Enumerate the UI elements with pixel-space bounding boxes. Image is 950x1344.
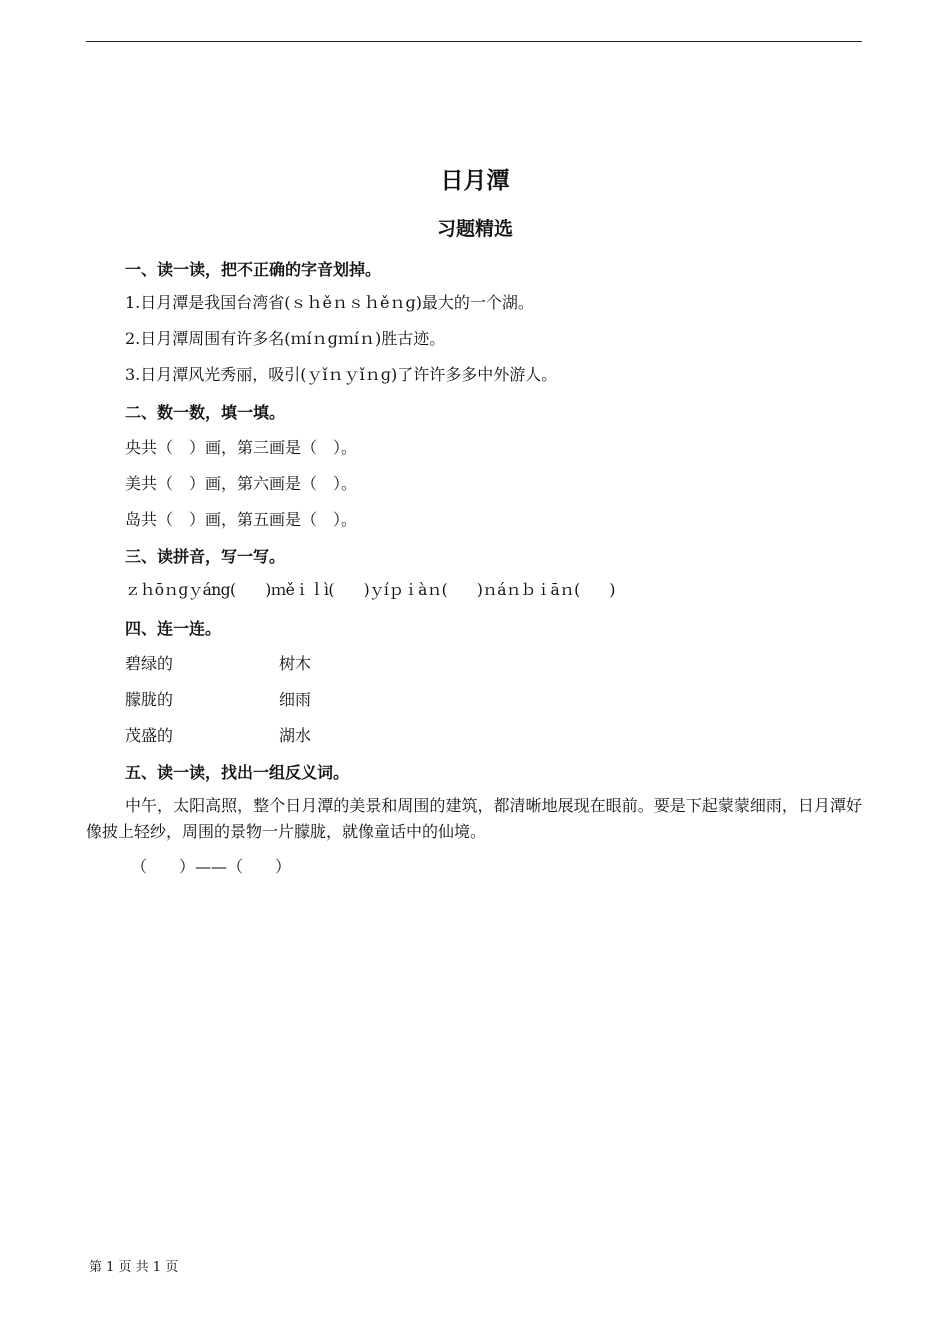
- match-right-2: 细雨: [279, 690, 312, 709]
- section4-heading: 四、连一连。: [125, 619, 222, 638]
- section2-item-2: 美共（ ）画，第六画是（ ）。: [125, 474, 358, 493]
- section2-heading: 二、数一数，填一填。: [125, 403, 286, 422]
- page-subtitle: 习题精选: [436, 218, 513, 240]
- section2-item-1: 央共（ ）画，第三画是（ ）。: [125, 438, 358, 457]
- match-right-1: 树木: [279, 654, 312, 673]
- section5-heading: 五、读一读，找出一组反义词。: [125, 763, 350, 782]
- section1-heading: 一、读一读，把不正确的字音划掉。: [125, 260, 382, 279]
- header-rule: [86, 41, 862, 42]
- section3-heading: 三、读拼音，写一写。: [125, 547, 286, 566]
- section1-item-2: 2.日月潭周围有许多名(ｍíｎɡｍíｎ)胜古迹。: [125, 329, 446, 348]
- match-right-3: 湖水: [279, 726, 312, 745]
- match-left-3: 茂盛的: [125, 726, 174, 745]
- section1-item-3: 3.日月潭风光秀丽，吸引(ｙǐｎｙǐｎɡ)了许许多多中外游人。: [125, 365, 558, 384]
- page-title: 日月潭: [440, 168, 510, 194]
- section5-answer-blanks: （ ）——（ ）: [131, 857, 292, 876]
- section5-paragraph: 中午，太阳高照，整个日月潭的美景和周围的建筑，都清晰地展现在眼前。要是下起蒙蒙细雨，日月潭好像披上轻纱，周围的景物一片朦胧，就像童话中的仙境。: [86, 796, 862, 841]
- match-left-2: 朦胧的: [125, 690, 174, 709]
- match-left-1: 碧绿的: [125, 654, 174, 673]
- page-footer: 第 1 页 共 1 页: [89, 1260, 179, 1275]
- section1-item-1: 1.日月潭是我国台湾省(ｓｈěｎｓｈěｎɡ)最大的一个湖。: [125, 293, 534, 312]
- section3-pinyin-line: ｚｈōｎɡｙáng( )ｍěｉｌì( )ｙíｐｉàｎ( )ｎáｎｂｉāｎ( ): [125, 581, 615, 599]
- section2-item-3: 岛共（ ）画，第五画是（ ）。: [125, 510, 358, 529]
